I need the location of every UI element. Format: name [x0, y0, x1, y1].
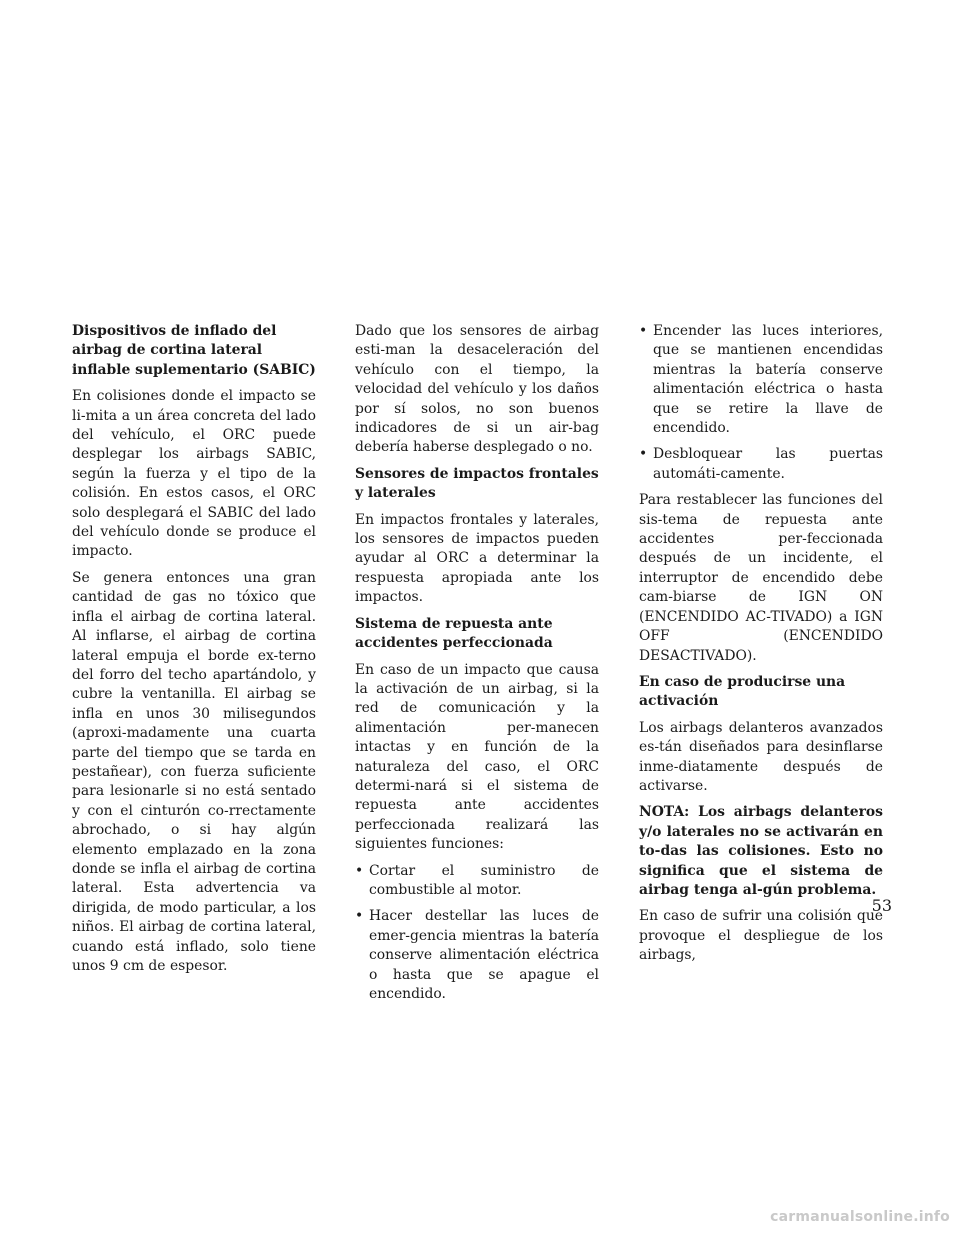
- paragraph: En caso de sufrir una colisión que provoque el despliegue de los airbags,: [639, 908, 883, 964]
- bullet-icon: •: [639, 323, 648, 339]
- list-item-text: Encender las luces interiores, que se mantienen encendidas mientras la batería conserve alimentación eléctrica o hasta que se retire la llave de encendido.: [653, 323, 883, 437]
- list-item: [355, 907, 599, 1004]
- bullet-icon: •: [355, 908, 364, 925]
- section-heading-activation: En caso de producirse una activación: [639, 673, 846, 710]
- watermark: carmanualsonline.info: [770, 1209, 950, 1225]
- paragraph: Para restablecer las funciones del sis-tema de repuesta ante accidentes per-feccionada después de un incidente, el interruptor de encendido debe cam-biarse de IGN ON (ENCENDIDO AC-TIVADO) a IGN OFF (ENCENDIDO DESACTIVADO).: [639, 492, 883, 664]
- paragraph: En colisiones donde el impacto se li-mita a un área concreta del lado del vehículo, el ORC puede desplegar los airbags SABIC, según la fuerza y el tipo de la colisión. En estos casos, el ORC solo desplegará el SABIC del lado del vehículo donde se produce el impacto.: [72, 388, 316, 560]
- column-left: [72, 322, 316, 983]
- list-item-text: Desbloquear las puertas automáti-camente.: [653, 446, 883, 482]
- section-heading-impact-sensors: Sensores de impactos frontales y laterales: [355, 465, 599, 502]
- column-right: [639, 322, 883, 973]
- list-item: [639, 322, 883, 438]
- paragraph: En impactos frontales y laterales, los sensores de impactos pueden ayudar al ORC a determinar la respuesta apropiada ante los impactos.: [355, 511, 599, 606]
- list-item: [355, 862, 599, 901]
- page-number: 53: [871, 896, 892, 915]
- section-heading-enhanced-response: Sistema de repuesta ante accidentes perfeccionada: [355, 615, 553, 652]
- list-item-text: Hacer destellar las luces de emer-gencia mientras la batería conserve alimentación eléctrica o hasta que se apague el encendido.: [369, 908, 599, 1002]
- paragraph: Dado que los sensores de airbag esti-man la desaceleración del vehículo con el tiempo, la velocidad del vehículo y los daños por sí solos, no son buenos indicadores de si un air-bag debería haberse desplegado o no.: [355, 323, 599, 456]
- paragraph: Los airbags delanteros avanzados es-tán diseñados para desinflarse inme-diatamente después de activarse.: [639, 719, 883, 794]
- bullet-icon: •: [355, 862, 364, 879]
- paragraph: En caso de un impacto que causa la activación de un airbag, si la red de comunicación y la alimentación per-manecen intactas y en función de la naturaleza del caso, el ORC determi-nará si el sistema de repuesta ante accidentes perfeccionada realizará las siguientes funciones:: [355, 661, 599, 853]
- list-item: [639, 445, 883, 484]
- column-middle: [355, 322, 599, 1011]
- bullet-icon: •: [639, 446, 648, 463]
- note-paragraph: NOTA: Los airbags delanteros y/o laterales no se activarán en to-das las colisiones. Esto no significa que el sistema de airbag tenga al-gún problema.: [639, 804, 883, 898]
- list-item-text: Cortar el suministro de combustible al motor.: [369, 862, 599, 898]
- section-heading-sabic: Dispositivos de inflado del airbag de cortina lateral inflable suplementario (SABIC): [72, 323, 316, 378]
- paragraph: Se genera entonces una gran cantidad de gas no tóxico que infla el airbag de cortina lateral. Al inflarse, el airbag de cortina lateral empuja el borde ex-terno del forro del techo apartándolo, y cubre la ventanilla. El airbag se infla en unos 30 milisegundos (aproxi-madamente una cuarta parte del tiempo que se tarda en pestañear), con fuerza suficiente para lesionarle si no está sentado y con el cinturón co-rrectamente abrochado, o si hay algún elemento emplazado en la zona donde se infla el airbag de cortina lateral. Esta advertencia va dirigida, de modo particular, a los niños. El airbag de cortina lateral, cuando está inflado, solo tiene unos 9 cm de espesor.: [72, 569, 316, 974]
